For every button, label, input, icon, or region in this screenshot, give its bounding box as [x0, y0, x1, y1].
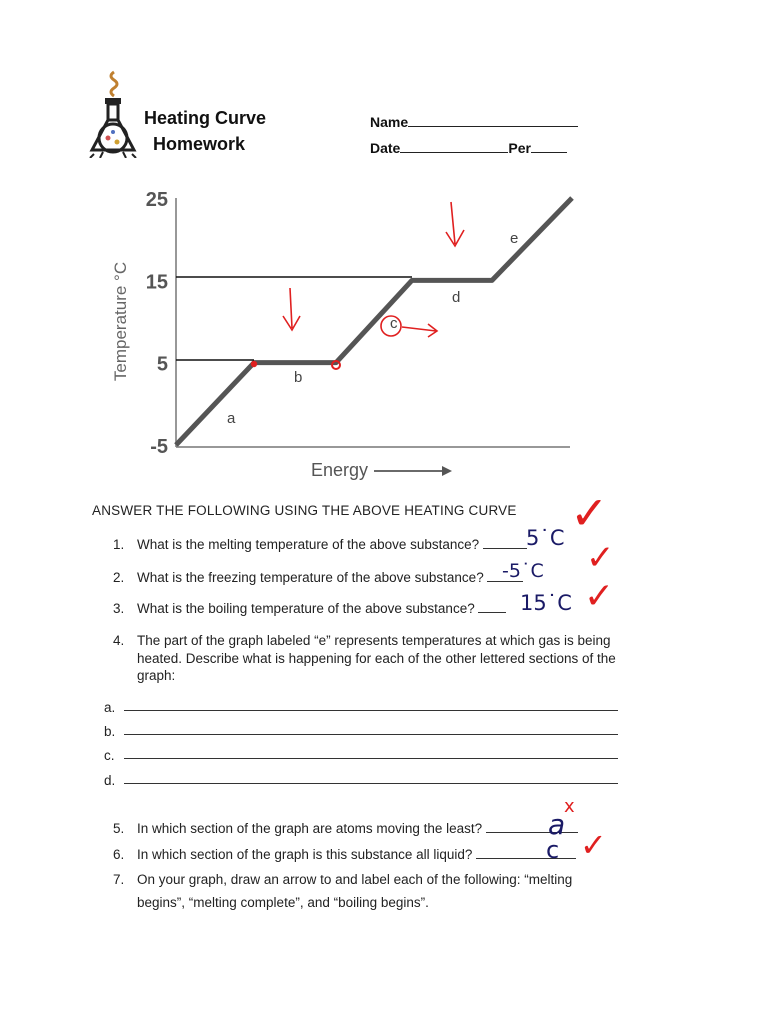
question-7	[113, 872, 572, 887]
answer-blank[interactable]	[476, 846, 576, 859]
answer-line-d[interactable]	[104, 773, 115, 788]
segment-label-a: a	[227, 410, 236, 427]
question-number: 2.	[113, 570, 125, 585]
check-mark-icon: ✓	[586, 538, 615, 578]
handwritten-answer-3: 15˙C	[520, 591, 572, 615]
cross-mark-icon: x	[564, 796, 575, 817]
date-per-field[interactable]	[370, 138, 567, 158]
segment-label-b: b	[294, 369, 303, 386]
question-5	[113, 820, 578, 836]
date-blank[interactable]	[400, 138, 508, 153]
question-6	[113, 846, 576, 862]
x-axis-label: Energy	[310, 460, 368, 480]
question-text: In which section of the graph is this substance all liquid?	[137, 847, 473, 862]
worksheet-title-line1: Heating Curve	[144, 108, 267, 128]
date-label: Date	[370, 140, 401, 156]
question-4-line3: graph:	[137, 668, 176, 683]
question-number: 4.	[113, 633, 125, 648]
question-text: In which section of the graph are atoms moving the least?	[137, 821, 483, 836]
check-mark-icon: ✓	[580, 826, 607, 864]
answer-rule[interactable]	[124, 710, 618, 711]
answer-line-a[interactable]	[104, 700, 115, 715]
answer-line-label: d.	[104, 773, 116, 788]
question-number: 6.	[113, 847, 125, 862]
check-mark-icon: ✓	[584, 576, 615, 617]
answer-blank[interactable]	[483, 536, 527, 549]
answer-rule[interactable]	[124, 734, 618, 735]
question-1	[113, 536, 527, 552]
handwritten-answer-1: 5˙C	[526, 526, 565, 550]
question-number: 5.	[113, 821, 125, 836]
question-number: 1.	[113, 537, 125, 552]
question-number: 7.	[113, 872, 125, 887]
segment-label-c: c	[390, 315, 398, 332]
heating-curve-chart	[90, 180, 610, 490]
name-label: Name	[370, 114, 409, 130]
name-field[interactable]	[370, 112, 578, 132]
answer-line-label: a.	[104, 700, 116, 715]
per-blank[interactable]	[531, 138, 567, 153]
question-4	[113, 633, 611, 648]
answer-line-label: c.	[104, 748, 115, 763]
handwritten-answer-5: a	[548, 808, 566, 841]
segment-label-d: d	[452, 289, 461, 306]
instructions-heading: ANSWER THE FOLLOWING USING THE ABOVE HEATING CURVE	[92, 503, 517, 518]
question-text: What is the melting temperature of the above substance?	[137, 537, 480, 552]
per-label: Per	[508, 140, 531, 156]
question-3	[113, 600, 506, 616]
answer-rule[interactable]	[124, 758, 618, 759]
answer-line-c[interactable]	[104, 748, 115, 763]
x-axis-arrow-head	[442, 466, 452, 476]
question-2	[113, 569, 523, 585]
answer-line-label: b.	[104, 724, 116, 739]
y-tick-label: 25	[145, 189, 168, 211]
question-text: What is the freezing temperature of the above substance?	[137, 570, 484, 585]
question-number: 3.	[113, 601, 125, 616]
segment-label-e: e	[510, 230, 519, 247]
answer-blank[interactable]	[478, 600, 506, 613]
question-text-line1: On your graph, draw an arrow to and label each of the following: “melting	[137, 872, 573, 887]
handwritten-answer-6: c	[546, 836, 560, 864]
handwritten-answer-2: -5˙C	[502, 560, 544, 582]
question-7-line2: begins”, “melting complete”, and “boiling begins”.	[137, 895, 429, 910]
y-tick-label: 5	[156, 353, 168, 376]
flask-logo-icon	[88, 70, 138, 158]
y-tick-label: 15	[145, 271, 168, 294]
worksheet-title-line2: Homework	[153, 134, 246, 154]
y-axis-label: Temperature °C	[111, 261, 130, 382]
check-mark-icon: ✓	[570, 486, 609, 540]
y-tick-label: -5	[150, 436, 168, 458]
answer-rule[interactable]	[124, 783, 618, 784]
question-4-line2: heated. Describe what is happening for each of the other lettered sections of the	[137, 651, 616, 666]
question-text-line1: The part of the graph labeled “e” represents temperatures at which gas is being	[137, 633, 611, 648]
question-text: What is the boiling temperature of the above substance?	[137, 601, 475, 616]
answer-line-b[interactable]	[104, 724, 115, 739]
name-blank[interactable]	[408, 112, 578, 127]
